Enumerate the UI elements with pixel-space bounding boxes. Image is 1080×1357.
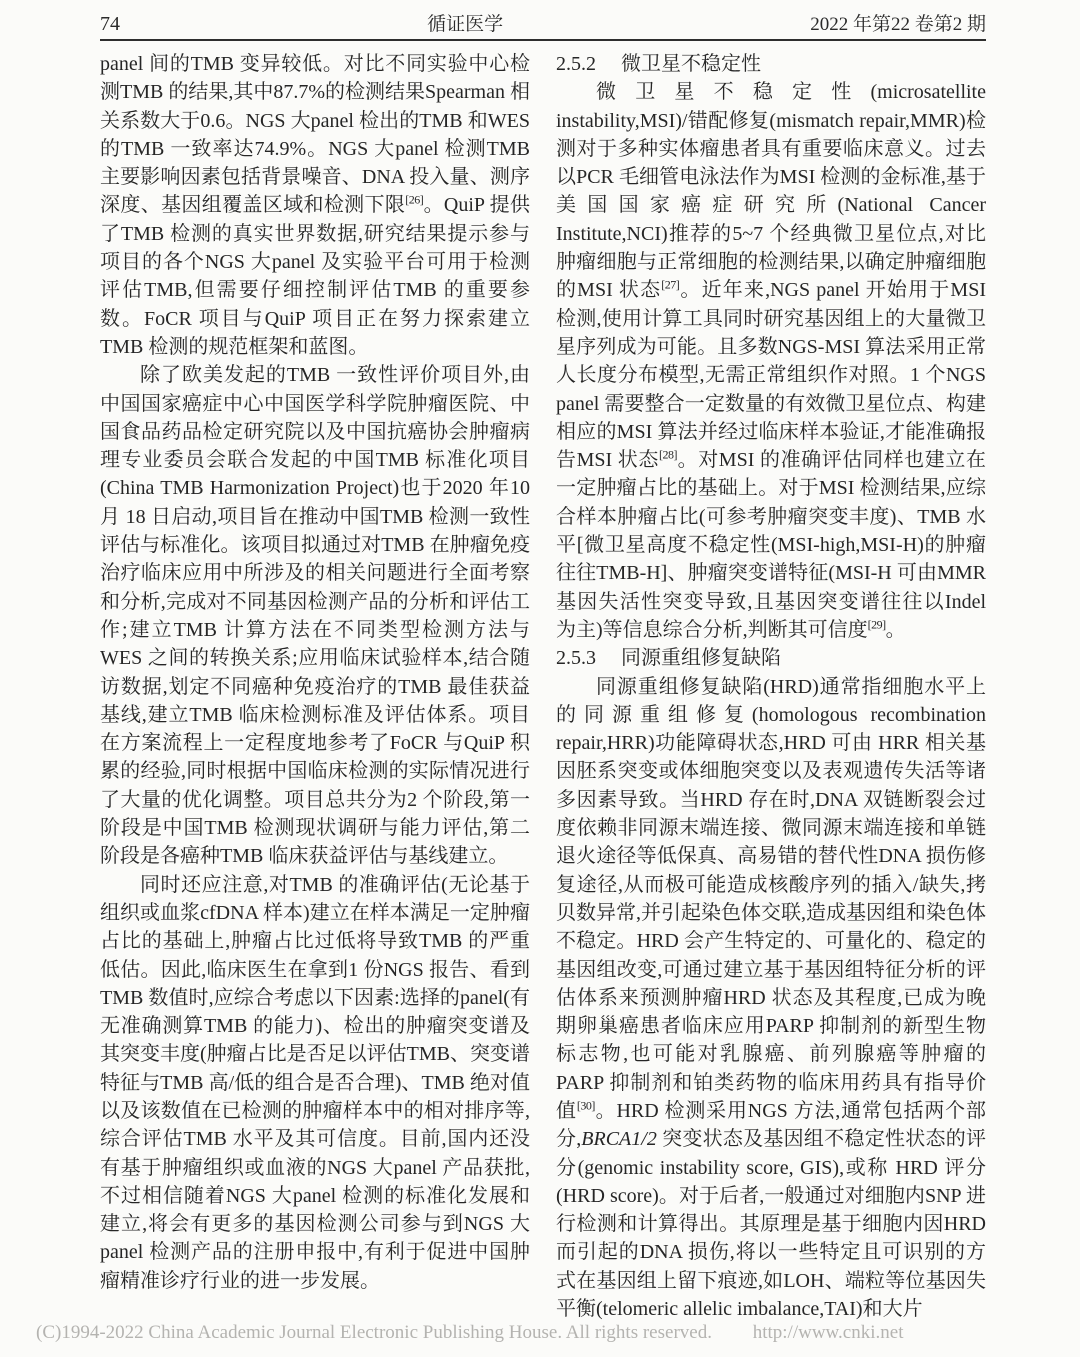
copyright-text: (C)1994-2022 China Academic Journal Electronic Publishing House. All rights reserved. [36, 1322, 712, 1343]
reference-superscript: [27] [661, 277, 680, 292]
page-header [100, 0, 986, 36]
paragraph [100, 361, 530, 870]
paragraph [100, 50, 530, 361]
text-run: BRCA1/2 [581, 1128, 657, 1151]
text-run: 。QuiP 提供了TMB 检测的真实世界数据,研究结果提示参与项目的各个NGS 大panel 及实验平台可用于检测评估TMB,但需要仔细控制评估TMB 的重要参数。FoCR 项目与QuiP 项目正在努力探索建立TMB 检测的规范框架和蓝图。 [100, 194, 530, 358]
section-title: 同源重组修复缺陷 [621, 647, 781, 670]
footer-url: http://www.cnki.net [752, 1322, 904, 1343]
text-run: 除了欧美发起的TMB 一致性评价项目外,由中国国家癌症中心中国医学科学院肿瘤医院、中国食品药品检定研究院以及中国抗癌协会肿瘤病理专业委员会联合发起的中国TMB 标准化项目(China TMB Harmonization Project)也于2020 年10 月 18 日启动,项目旨在推动中国TMB 检测一致性评估与标准化。该项目拟通过对TMB 在肿瘤免疫治疗临床应用中所涉及的相关问题进行全面考察和分析,完成对不同基因检测产品的分析和评估工作;建立TMB 计算方法在不同类型检测方法与WES 之间的转换关系;应用临床试验样本,结合随访数据,划定不同癌种免疫治疗的TMB 最佳获益基线,建立TMB 临床检测标准及评估体系。项目在方案流程上一定程度地参考了FoCR 与QuiP 积累的经验,同时根据中国临床检测的实际情况进行了大量的优化调整。项目总共分为2 个阶段,第一阶段是中国TMB 检测现状调研与能力评估,第二阶段是各癌种TMB 临床获益评估与基线建立。 [100, 364, 530, 868]
left-column [100, 50, 530, 1323]
section-number: 2.5.3 [556, 647, 596, 670]
article-body [100, 50, 986, 1323]
reference-superscript: [29] [867, 617, 886, 632]
text-run: 微卫星不稳定性(microsatellite instability,MSI)/错配修复(mismatch repair,MMR)检测对于多种实体瘤患者具有重要临床意义。过去以PCR 毛细管电泳法作为MSI 检测的金标准,基于美国国家癌症研究所(National Cancer Institute,NCI)推荐的5~7 个经典微卫星位点,对比肿瘤细胞与正常细胞的检测结果,以确定肿瘤细胞的MSI 状态 [556, 81, 986, 302]
text-run: 同源重组修复缺陷(HRD)通常指细胞水平上的同源重组修复(homologous recombination repair,HRR)功能障碍状态,HRD 可由 HRR 相关基因胚系突变或体细胞突变以及表观遗传失活等诸多因素导致。当HRD 存在时,DNA 双链断裂会过度依赖非同源末端连接、微同源末端连接和单链退火途径等低保真、高易错的替代性DNA 损伤修复途径,从而极可能造成核酸序列的插入/缺失,拷贝数异常,并引起染色体交联,造成基因组和染色体不稳定。HRD 会产生特定的、可量化的、稳定的基因组改变,可通过建立基于基因组特征分析的评估体系来预测肿瘤HRD 状态及其程度,已成为晚期卵巢癌患者临床应用PARP 抑制剂的新型生物标志物,也可能对乳腺癌、前列腺癌等肿瘤的PARP 抑制剂和铂类药物的临床用药具有指导价值 [556, 675, 986, 1122]
text-run: 同时还应注意,对TMB 的准确评估(无论基于组织或血浆cfDNA 样本)建立在样本满足一定肿瘤占比的基础上,肿瘤占比过低将导致TMB 的严重低估。因此,临床医生在拿到1 份NGS 报告、看到TMB 数值时,应综合考虑以下因素:选择的panel(有无准确测算TMB 的能力)、检出的肿瘤突变谱及其突变丰度(肿瘤占比是否足以评估TMB、突变谱特征与TMB 高/低的组合是否合理)、TMB 绝对值以及该数值在已检测的肿瘤样本中的相对排序等,综合评估TMB 水平及其可信度。目前,国内还没有基于肿瘤组织或血液的NGS 大panel 产品获批,不过相信随着NGS 大panel 检测的标准化发展和建立,将会有更多的基因检测公司参与到NGS 大panel 检测产品的注册申报中,有利于促进中国肿瘤精准诊疗行业的进一步发展。 [100, 873, 530, 1292]
page-number: 74 [100, 13, 120, 35]
page-footer [36, 1322, 903, 1344]
page-content [100, 0, 986, 1323]
paragraph [556, 78, 986, 644]
text-run: 。HRD 检测采用NGS 方法,通常包括两个部分, [556, 1099, 986, 1151]
section-title: 微卫星不稳定性 [621, 53, 761, 75]
right-column [556, 50, 986, 1323]
text-run: 。 [885, 618, 906, 641]
reference-superscript: [28] [658, 447, 677, 462]
reference-superscript: [30] [576, 1098, 595, 1113]
text-run: 。近年来,NGS panel 开始用于MSI 检测,使用计算工具同时研究基因组上的大量微卫星序列成为可能。且多数NGS-MSI 算法采用正常人长度分布模型,无需正常组织作对照。1 个NGS panel 需要整合一定数量的有效微卫星位点、构建相应的MSI 算法并经过临床样本验证,才能准确报告MSI 状态 [556, 279, 986, 472]
section-heading [556, 50, 986, 78]
journal-title: 循证医学 [427, 14, 504, 35]
section-heading [556, 644, 986, 672]
header-rule [100, 39, 986, 41]
reference-superscript: [26] [405, 192, 424, 207]
paragraph [100, 871, 530, 1295]
text-run: panel 间的TMB 变异较低。对比不同实验中心检测TMB 的结果,其中87.7%的检测结果Spearman 相关系数大于0.6。NGS 大panel 检出的TMB 和WES 的TMB 一致率达74.9%。NGS 大panel 检测TMB 主要影响因素包括背景噪音、DNA 投入量、测序深度、基因组覆盖区域和检测下限 [100, 53, 530, 217]
paragraph [556, 673, 986, 1324]
text-run: 突变状态及基因组不稳定性状态的评分(genomic instability score, GIS),或称 HRD 评分(HRD score)。对于后者,一般通过对细胞内SNP 进行检测和计算得出。其原理是基于细胞内因HRD 而引起的DNA 损伤,将以一些特定且可识别的方式在基因组上留下痕迹,如LOH、端粒等位基因失平衡(telomeric allelic imbalance,TAI)和大片 [556, 1128, 987, 1321]
issue-info: 2022 年第22 卷第2 期 [810, 14, 986, 35]
text-run: 。对MSI 的准确评估同样也建立在一定肿瘤占比的基础上。对于MSI 检测结果,应综合样本肿瘤占比(可参考肿瘤突变丰度)、TMB 水平[微卫星高度不稳定性(MSI-high,MSI-H)的肿瘤往往TMB-H]、肿瘤突变谱特征(MSI-H 可由MMR 基因失活性突变导致,且基因突变谱往往以Indel 为主)等信息综合分析,判断其可信度 [556, 449, 986, 641]
section-number: 2.5.2 [556, 53, 596, 75]
